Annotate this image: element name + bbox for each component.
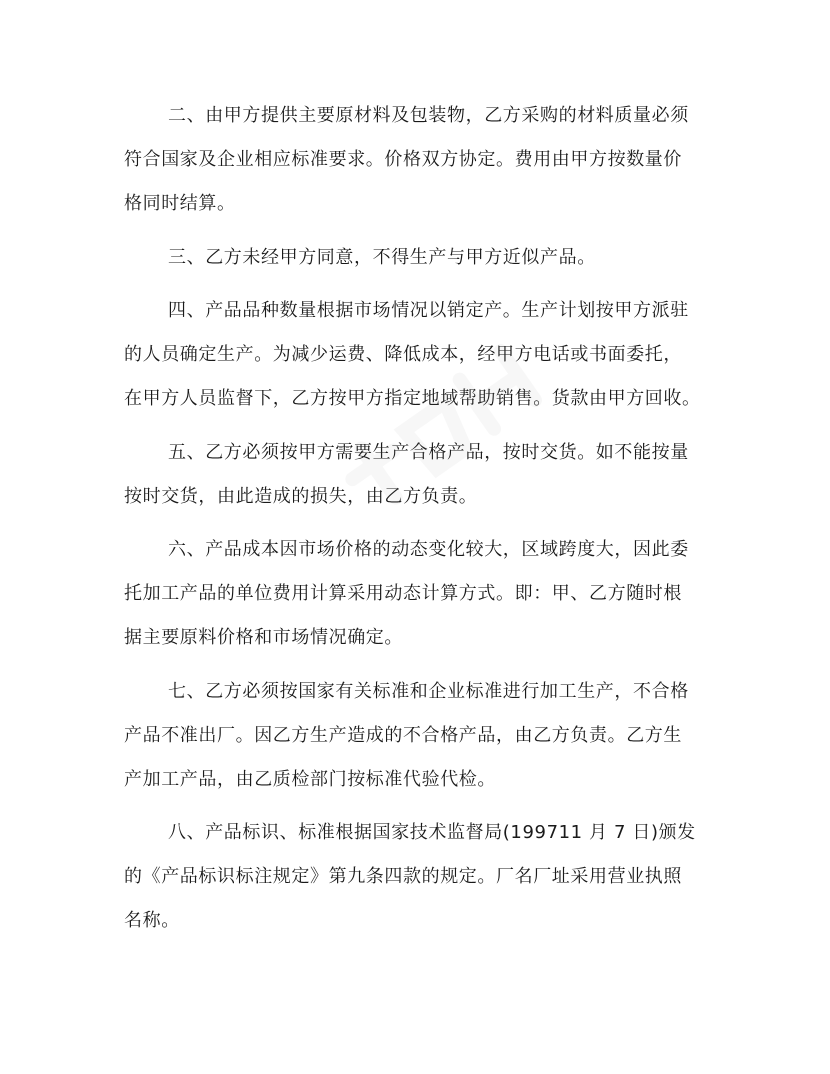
paragraph-2-line-1: 二、由甲方提供主要原材料及包装物，乙方采购的材料质量必须 — [168, 105, 689, 126]
paragraph-7-line-1: 七、乙方必须按国家有关标准和企业标准进行加工生产，不合格 — [168, 681, 689, 702]
paragraph-2-line-3: 格同时结算。 — [124, 193, 236, 214]
paragraph-6-line-1: 六、产品成本因市场价格的动态变化较大，区域跨度大，因此委 — [168, 539, 689, 560]
paragraph-7-line-3: 产加工产品，由乙质检部门按标准代验代检。 — [124, 769, 496, 790]
paragraph-3-line-1: 三、乙方未经甲方同意，不得生产与甲方近似产品。 — [168, 247, 596, 268]
paragraph-8-line-1: 八、产品标识、标准根据国家技术监督局(199711 月 7 日)颁发 — [168, 822, 696, 843]
paragraph-5-line-2: 按时交货，由此造成的损失，由乙方负责。 — [124, 486, 478, 507]
paragraph-4-line-3: 在甲方人员监督下，乙方按甲方指定地域帮助销售。货款由甲方回收。 — [124, 388, 701, 409]
paragraph-4-line-1: 四、产品品种数量根据市场情况以销定产。生产计划按甲方派驻 — [168, 300, 689, 321]
paragraph-7-line-2: 产品不准出厂。因乙方生产造成的不合格产品，由乙方负责。乙方生 — [124, 725, 682, 746]
paragraph-8-line-3: 名称。 — [124, 910, 180, 931]
paragraph-5-line-1: 五、乙方必须按甲方需要生产合格产品，按时交货。如不能按量 — [168, 442, 689, 463]
paragraph-4-line-2: 的人员确定生产。为减少运费、降低成本，经甲方电话或书面委托， — [124, 344, 682, 365]
paragraph-6-line-3: 据主要原料价格和市场情况确定。 — [124, 627, 403, 648]
paragraph-6-line-2: 托加工产品的单位费用计算采用动态计算方式。即：甲、乙方随时根 — [124, 583, 682, 604]
paragraph-2-line-2: 符合国家及企业相应标准要求。价格双方协定。费用由甲方按数量价 — [124, 149, 682, 170]
paragraph-8-line-2: 的《产品标识标注规定》第九条四款的规定。厂名厂址采用营业执照 — [124, 866, 682, 887]
